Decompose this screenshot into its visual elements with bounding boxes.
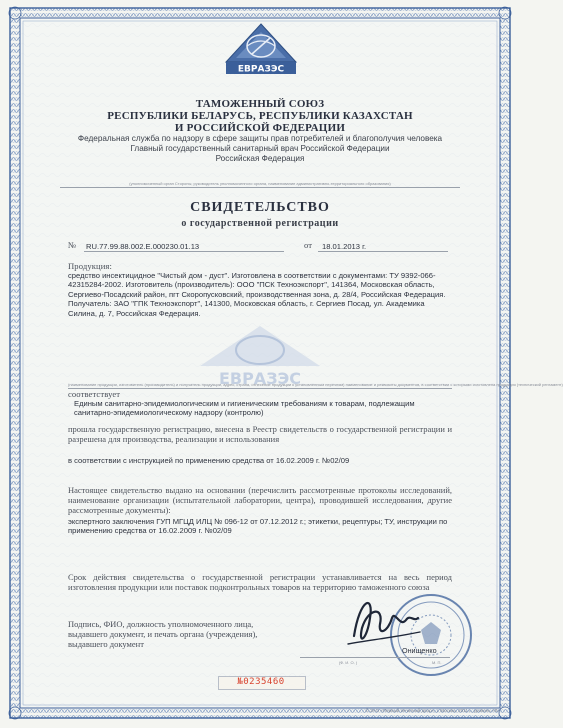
certificate-subtitle: о государственной регистрации <box>181 218 339 229</box>
serial-number: №0235460 <box>237 677 285 687</box>
basis-text: Настоящее свидетельство выдано на основании (перечислить рассмотренные протоколы исследований, наименование организации (испытательной лаборатории, центра), проводившей исследования, другие рассмотренные документы): <box>68 485 452 515</box>
union-title-line2: РЕСПУБЛИКИ БЕЛАРУСЬ, РЕСПУБЛИКИ КАЗАХСТАН <box>107 110 413 122</box>
printer-imprint: © ЗАО «Первый печатный двор», г. Москва, 2011 г., уровень «В» <box>365 708 500 713</box>
registered-text: прошла государственную регистрацию, внесена в Реестр свидетельств о государственной регистрации и разрешена для производства, реализации и использования <box>68 424 452 444</box>
complies-label: соответствует <box>68 389 121 399</box>
authority-line3: Российская Федерация <box>215 154 305 163</box>
complies-text: Единым санитарно-эпидемиологическим и гигиеническим требованиям к товарам, подлежащим санитарно-эпидемиологическому надзору (контролю) <box>74 399 415 418</box>
registration-date: 18.01.2013 г. <box>322 242 367 251</box>
signatory-name: Онищенко <box>402 646 437 655</box>
registration-number: RU.77.99.88.002.E.000230.01.13 <box>86 242 200 251</box>
authority-line2: Главный государственный санитарный врач Российской Федерации <box>130 144 390 153</box>
seal-caption: М. П. <box>432 660 442 665</box>
eurasec-emblem <box>222 22 300 78</box>
validity-text: Срок действия свидетельства о государственной регистрации устанавливается на весь период изготовления продукции или поставок подконтрольных товаров на территорию таможенного союза <box>68 572 452 592</box>
product-description: средство инсектицидное "Чистый дом - дуст". Изготовлена в соответствии с документами: ТУ 9392-066-42315284-2002. Изготовитель (производитель): ООО "ПСК Техноэкспорт", 141364, Московская область, Сергиево-Посадский район, пгт Скоропусковский, производственная зона, д. 28/4, Российская Федерация. Получатель: ЗАО "ГПК Техноэкспорт", 141300, Московская область, г. Сергиев Посад, ул. Академика Силина, д. 7, Российская Федерация. <box>68 271 446 318</box>
basis-fill: экспертного заключения ГУП МГЦД ИЛЦ № 096-12 от 07.12.2012 г.; этикетки, рецептуры; ТУ, инструкции по применению средства от 16.02.2009 г. №02/09 <box>68 517 448 536</box>
union-title-line3: И РОССИЙСКОЙ ФЕДЕРАЦИИ <box>174 122 346 134</box>
union-title-line1: ТАМОЖЕННЫЙ СОЮЗ <box>195 98 325 110</box>
product-caption: (наименование продукции, изготовитель (производитель) и получатель продукции, адрес, страна, отнесение продукции к установленным перечням) наименование и реквизиты документов, в соответствии с которыми изготовлена продукция (технический регламент) <box>68 382 563 387</box>
authority-caption: (уполномоченный орган Стороны, руководитель уполномоченного органа, наименование административно-территориального образования) <box>129 181 391 186</box>
name-caption: (Ф. И. О. ) <box>338 660 358 665</box>
number-label: № <box>68 240 77 250</box>
authority-line1: Федеральная служба по надзору в сфере защиты прав потребителей и благополучия человека <box>77 134 443 143</box>
product-label: Продукция: <box>68 261 112 271</box>
certificate-title: СВИДЕТЕЛЬСТВО <box>190 200 330 215</box>
watermark-text: ЕВРАЗЭС <box>218 369 302 388</box>
emblem-label: ЕВРАЗЭС <box>237 64 285 75</box>
signature-caption: Подпись, ФИО, должность уполномоченного лица, выдавшего документ, и печать органа (учреждения), выдавшего документ <box>68 619 258 649</box>
registered-fill: в соответствии с инструкцией по применению средства от 16.02.2009 г. №02/09 <box>68 456 350 465</box>
date-label: от <box>304 240 313 250</box>
